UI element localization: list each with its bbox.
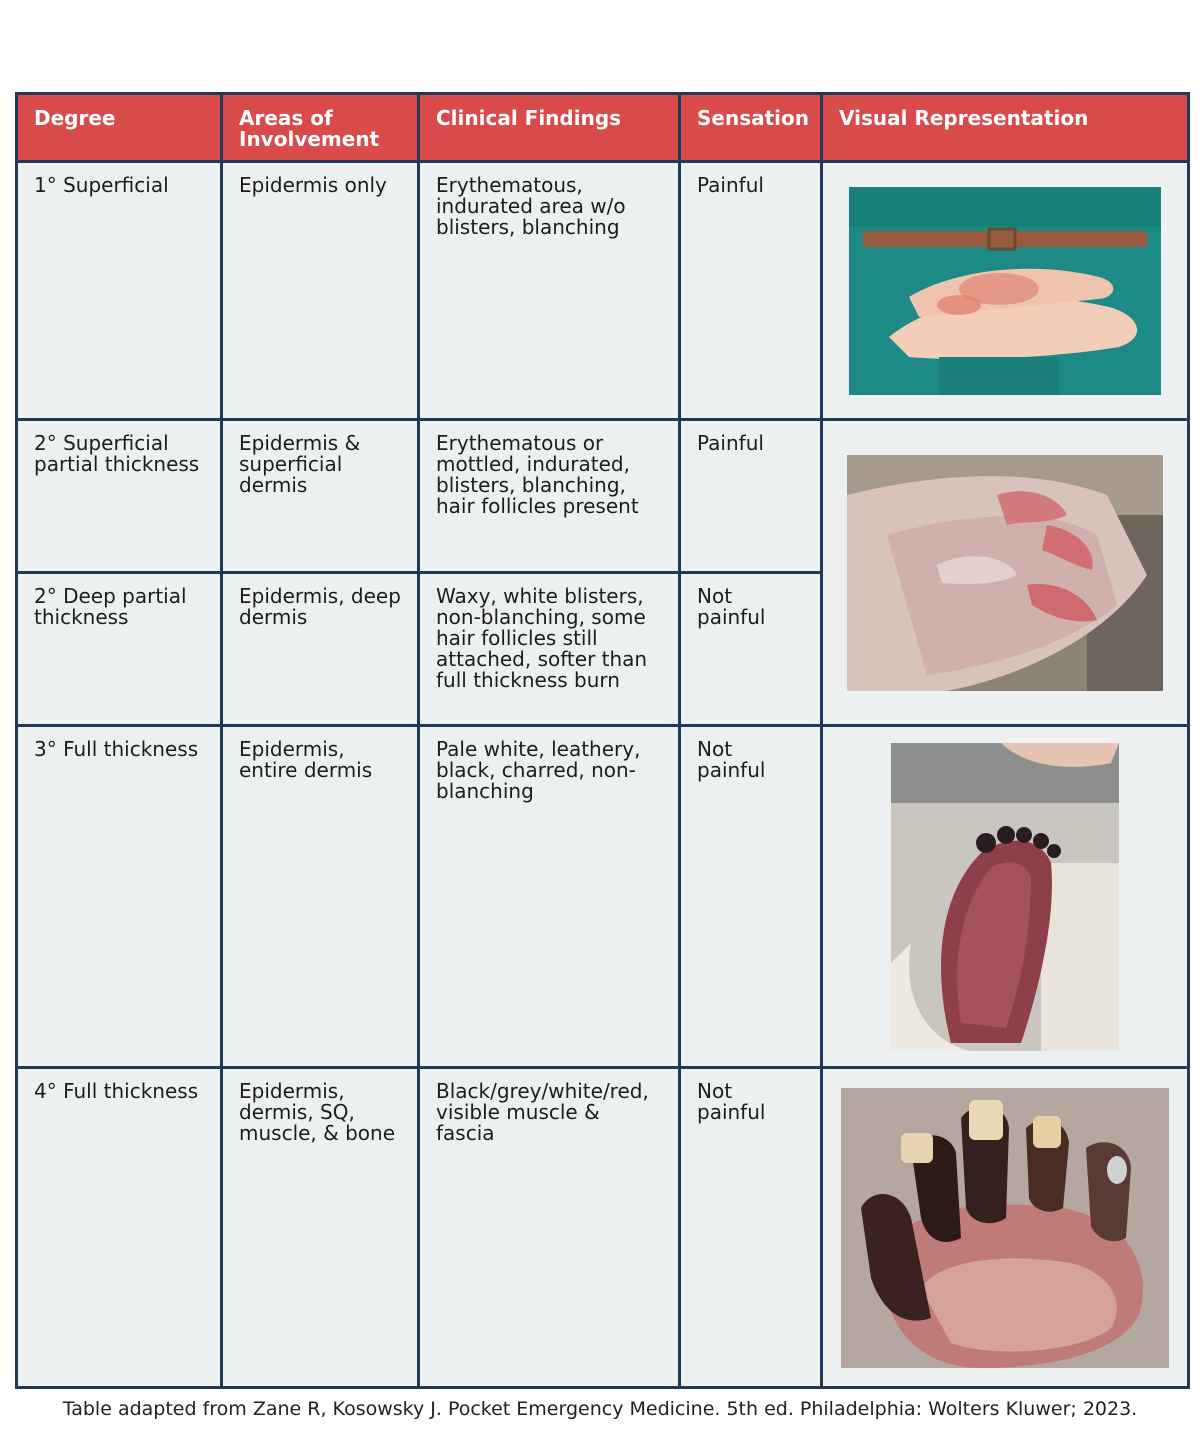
row-2-areas: Epidermis & superficial dermis: [223, 421, 420, 574]
row-1-degree: 1° Superficial: [18, 163, 223, 421]
superficial-burn-hand-photo: [849, 187, 1161, 395]
row-1-visual: [823, 163, 1187, 421]
row-5-sensation: Not painful: [681, 1069, 823, 1386]
row-4-visual: [823, 727, 1187, 1069]
row-3-areas: Epidermis, deep dermis: [223, 574, 420, 727]
row-2-findings: Erythematous or mottled, indurated, blisters, blanching, hair follicles present: [420, 421, 681, 574]
burn-classification-table: [15, 92, 1190, 1389]
row-3-degree: 2° Deep partial thickness: [18, 574, 223, 727]
row-4-sensation: Not painful: [681, 727, 823, 1069]
row-3-findings: Waxy, white blisters, non-blanching, some hair follicles still attached, softer than full thickness burn: [420, 574, 681, 727]
header-sensation: Sensation: [681, 95, 823, 163]
row-1-sensation: Painful: [681, 163, 823, 421]
row-1-areas: Epidermis only: [223, 163, 420, 421]
row-5-areas: Epidermis, dermis, SQ, muscle, & bone: [223, 1069, 420, 1386]
row-5-degree: 4° Full thickness: [18, 1069, 223, 1386]
row-5-findings: Black/grey/white/red, visible muscle & fascia: [420, 1069, 681, 1386]
row-1-findings: Erythematous, indurated area w/o blisters, blanching: [420, 163, 681, 421]
table-source-caption: Table adapted from Zane R, Kosowsky J. Pocket Emergency Medicine. 5th ed. Philadelphia: Wolters Kluwer; 2023.: [62, 1398, 1138, 1420]
row-3-sensation: Not painful: [681, 574, 823, 727]
row-2-3-visual: [823, 421, 1187, 727]
fourth-degree-burn-hand-photo: [841, 1088, 1169, 1368]
header-findings: Clinical Findings: [420, 95, 681, 163]
row-2-degree: 2° Superficial partial thickness: [18, 421, 223, 574]
row-4-areas: Epidermis, entire dermis: [223, 727, 420, 1069]
row-2-sensation: Painful: [681, 421, 823, 574]
header-areas: Areas of Involvement: [223, 95, 420, 163]
header-degree: Degree: [18, 95, 223, 163]
partial-thickness-burn-hand-photo: [847, 455, 1163, 691]
full-thickness-burn-foot-photo: [891, 743, 1119, 1051]
row-4-findings: Pale white, leathery, black, charred, non-blanching: [420, 727, 681, 1069]
row-5-visual: [823, 1069, 1187, 1386]
header-visual: Visual Representation: [823, 95, 1187, 163]
row-4-degree: 3° Full thickness: [18, 727, 223, 1069]
